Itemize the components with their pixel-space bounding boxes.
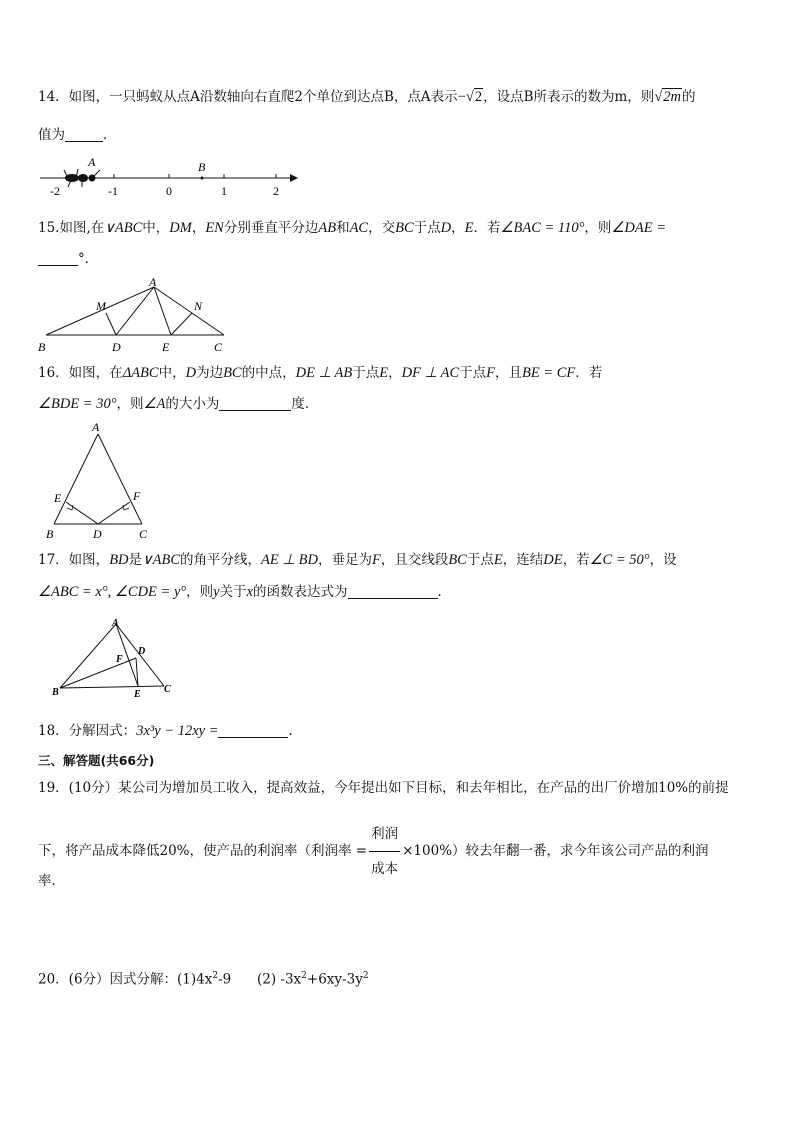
ant-icon xyxy=(64,169,100,187)
svg-text:D: D xyxy=(138,646,146,657)
svg-text:E: E xyxy=(162,340,170,354)
q16-figure xyxy=(40,420,160,542)
q18-answer-blank[interactable] xyxy=(218,723,288,738)
section-heading: 三、解答题(共66分) xyxy=(38,753,155,768)
tick-label: 0 xyxy=(166,184,172,198)
q16-line2: ∠BDE = 30°，则∠A的大小为 度． xyxy=(38,396,319,412)
q14-text: 14．如图，一只蚂蚁从点A沿数轴向右直爬2个单位到达点B，点A表示 xyxy=(38,89,458,105)
q19-line3: 率． xyxy=(38,873,65,889)
point-b-label: B xyxy=(198,160,206,174)
svg-text:C: C xyxy=(164,684,171,695)
q20-line: 20．(6分）因式分解：$(1)4x^2-9$ (2) $-3x^2+6xy-3y^2$ xyxy=(38,971,369,988)
q14-sqrt2: √2 xyxy=(465,89,483,105)
q19-line1: 19．(10分）某公司为增加员工收入，提高效益，今年提出如下目标，和去年相比，在产品的出厂价增加10%的前提 xyxy=(38,780,729,796)
profit-rate-fraction: $\frac{\text{利润}}{\text{成本}}$ xyxy=(369,817,400,886)
q17-line1: 17．如图，BD是∨ABC的角平分线，AE ⊥ BD，垂足为F，且交线段BC于点E，连结DE，若∠C = 50°，设 xyxy=(38,552,677,568)
svg-text:A: A xyxy=(112,618,119,629)
svg-text:B: B xyxy=(52,687,59,698)
q15-figure xyxy=(34,275,234,357)
svg-text:A: A xyxy=(149,275,157,289)
tick-label: 1 xyxy=(221,184,227,198)
q17-answer-blank[interactable] xyxy=(348,584,438,599)
svg-text:F: F xyxy=(116,654,123,665)
q14-answer-blank[interactable] xyxy=(65,127,103,142)
q15-answer-blank[interactable] xyxy=(38,251,78,266)
svg-text:M: M xyxy=(96,299,106,313)
svg-text:B: B xyxy=(46,527,54,541)
svg-text:C: C xyxy=(214,340,223,354)
q14-sqrt2m: √2m xyxy=(654,89,682,105)
q14-text2: ，设点B所表示的数为m，则 xyxy=(483,89,655,105)
svg-text:N: N xyxy=(194,299,203,313)
svg-text:E: E xyxy=(54,491,62,505)
q14-line2: 值为 ． xyxy=(38,127,117,143)
q17-figure xyxy=(46,614,186,704)
q19-line2: 下，将产品成本降低20%，使产品的利润率（利润率 = $\frac{\text{利润}}{\text{成本}}$ ×100%）较去年翻一番，求今年该公司产品的利润 xyxy=(38,817,709,886)
svg-text:D: D xyxy=(112,340,121,354)
tick-label: 2 xyxy=(273,184,279,198)
tick-label: -1 xyxy=(108,184,118,198)
q14-line1 xyxy=(38,88,696,106)
svg-text:C: C xyxy=(139,527,148,541)
svg-text:A: A xyxy=(92,420,100,434)
q14-text3: 的 xyxy=(682,89,696,105)
q15-line1: 15.如图,在∨ABC中，DM，EN分别垂直平分边AB和AC，交BC于点D，E．若∠BAC = 110°，则∠DAE = xyxy=(38,220,666,236)
point-a-label: A xyxy=(88,155,96,169)
q15-line2: °． xyxy=(38,250,98,268)
svg-text:B: B xyxy=(38,340,46,354)
q14-neg: − xyxy=(457,89,466,105)
tick-label: -2 xyxy=(50,184,60,198)
q16-answer-blank[interactable] xyxy=(219,396,291,411)
svg-text:D: D xyxy=(93,527,102,541)
q17-line2: ∠ABC = x°, ∠CDE = y°，则y关于x的函数表达式为 ． xyxy=(38,584,452,600)
q16-line1: 16．如图，在ΔABC中，D为边BC的中点，DE ⊥ AB于点E，DF ⊥ AC于点F，且BE = CF．若 xyxy=(38,365,603,381)
svg-text:E: E xyxy=(134,689,141,700)
q18-line: 18．分解因式：3x³y − 12xy = . xyxy=(38,723,293,739)
svg-text:F: F xyxy=(133,489,141,503)
q14-number-line xyxy=(36,154,306,200)
